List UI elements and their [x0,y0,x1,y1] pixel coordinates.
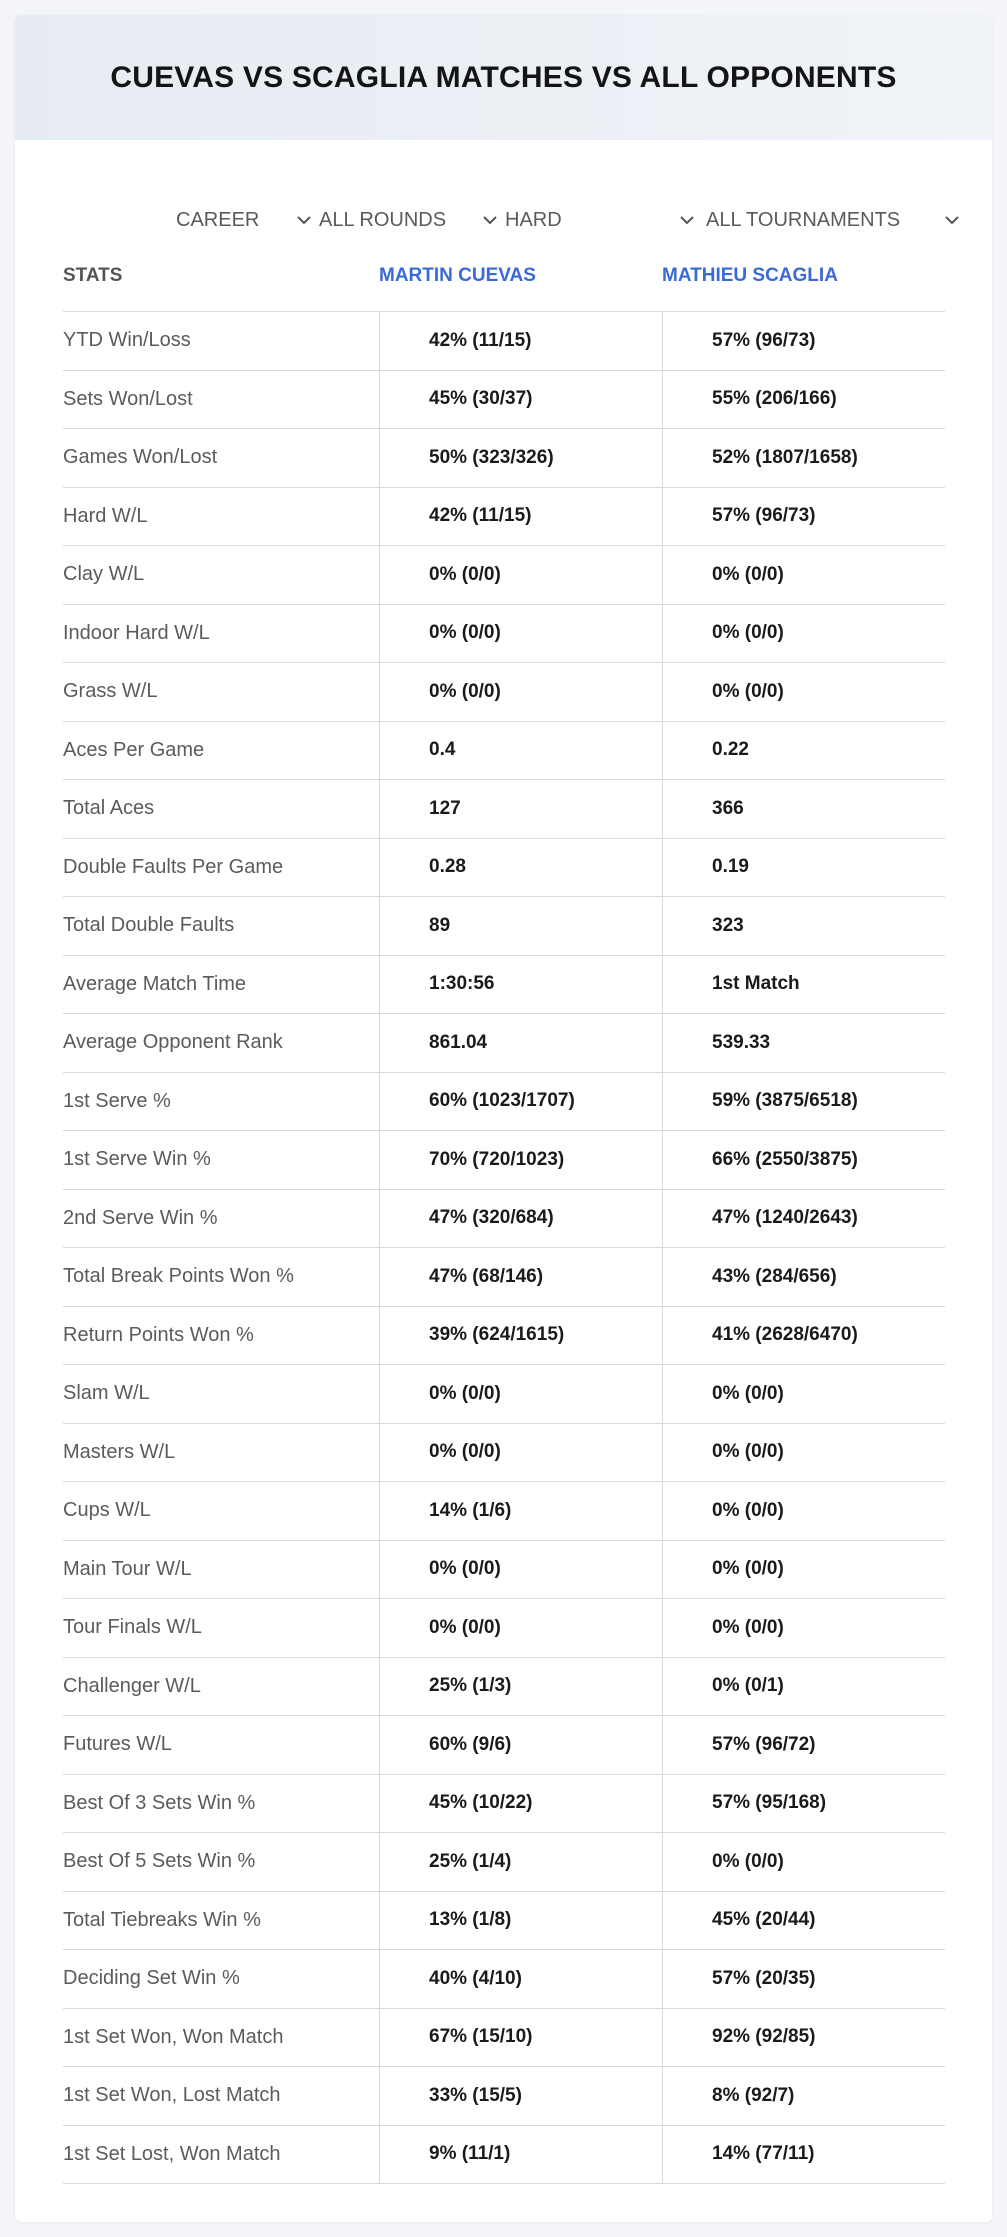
table-row [63,1248,945,1307]
stat-label: Hard W/L [63,504,148,527]
table-row [63,1014,945,1073]
table-row [63,1950,945,2009]
table-row [63,1892,945,1951]
table-row [63,488,945,547]
table-row [63,546,945,605]
stat-label: Best Of 3 Sets Win % [63,1791,256,1814]
player1-value: 42% (11/15) [379,488,662,546]
table-row [63,1482,945,1541]
table-row [63,1190,945,1249]
table-row [63,780,945,839]
player1-value: 13% (1/8) [379,1892,662,1950]
stat-label: YTD Win/Loss [63,329,191,352]
player1-value: 25% (1/4) [379,1833,662,1891]
player2-value: 0% (0/0) [662,546,945,604]
stat-label: Indoor Hard W/L [63,621,210,644]
player2-value: 43% (284/656) [662,1248,945,1306]
player2-value: 0% (0/0) [662,1482,945,1540]
stats-table [63,240,945,2184]
table-row [63,2009,945,2068]
player2-value: 57% (96/72) [662,1716,945,1774]
player1-value: 0% (0/0) [379,1599,662,1657]
player1-value: 9% (11/1) [379,2126,662,2184]
player2-value: 41% (2628/6470) [662,1307,945,1365]
stat-label: Aces Per Game [63,738,205,761]
player2-value: 0% (0/1) [662,1658,945,1716]
table-row [63,312,945,371]
player2-value: 0.19 [662,839,945,897]
player2-value: 0% (0/0) [662,1424,945,1482]
player2-value: 52% (1807/1658) [662,429,945,487]
player1-value: 0% (0/0) [379,605,662,663]
stat-label: Games Won/Lost [63,446,218,469]
player1-value: 0.4 [379,722,662,780]
stat-label: 2nd Serve Win % [63,1206,218,1229]
stat-label: Deciding Set Win % [63,1967,240,1990]
stat-label: Average Opponent Rank [63,1031,283,1054]
player2-value: 47% (1240/2643) [662,1190,945,1248]
player1-value: 14% (1/6) [379,1482,662,1540]
stat-label: Clay W/L [63,563,145,586]
stat-label: Total Aces [63,797,155,820]
player1-value: 0% (0/0) [379,663,662,721]
stats-column-header: STATS [63,264,123,286]
table-row [63,722,945,781]
player1-value: 127 [379,780,662,838]
table-row [63,2126,945,2185]
player2-value: 0% (0/0) [662,1541,945,1599]
player1-value: 0% (0/0) [379,1541,662,1599]
player2-value: 539.33 [662,1014,945,1072]
stat-label: 1st Set Won, Won Match [63,2025,284,2048]
player1-value: 0.28 [379,839,662,897]
player1-value: 47% (68/146) [379,1248,662,1306]
player2-value: 57% (96/73) [662,488,945,546]
player1-value: 60% (9/6) [379,1716,662,1774]
stat-label: Total Double Faults [63,914,235,937]
table-row [63,1541,945,1600]
player2-value: 0% (0/0) [662,663,945,721]
stat-label: 1st Set Lost, Won Match [63,2142,281,2165]
stat-label: Grass W/L [63,680,158,703]
table-row [63,1424,945,1483]
player2-value: 57% (96/73) [662,312,945,370]
stat-label: 1st Set Won, Lost Match [63,2084,281,2107]
player1-value: 1:30:56 [379,956,662,1014]
table-row [63,605,945,664]
player2-value: 57% (20/35) [662,1950,945,2008]
player2-value: 92% (92/85) [662,2009,945,2067]
player1-value: 45% (10/22) [379,1775,662,1833]
player1-value: 39% (624/1615) [379,1307,662,1365]
tournaments-dropdown-label: ALL TOURNAMENTS [706,208,901,231]
table-row [63,1307,945,1366]
player1-value: 42% (11/15) [379,312,662,370]
player1-value: 25% (1/3) [379,1658,662,1716]
player2-value: 66% (2550/3875) [662,1131,945,1189]
player1-value: 0% (0/0) [379,1365,662,1423]
table-row [63,1365,945,1424]
player2-value: 57% (95/168) [662,1775,945,1833]
table-row [63,663,945,722]
period-dropdown-label: CAREER [176,208,260,231]
player2-value: 8% (92/7) [662,2067,945,2125]
player1-value: 45% (30/37) [379,371,662,429]
stat-label: Main Tour W/L [63,1557,192,1580]
table-row [63,429,945,488]
player1-value: 0% (0/0) [379,546,662,604]
stat-label: Total Tiebreaks Win % [63,1908,261,1931]
table-row [63,1073,945,1132]
table-row [63,2067,945,2126]
player2-column-header[interactable]: MATHIEU SCAGLIA [662,264,838,286]
stat-label: Challenger W/L [63,1674,201,1697]
stat-label: Best Of 5 Sets Win % [63,1850,256,1873]
stat-label: Cups W/L [63,1499,151,1522]
table-row [63,1599,945,1658]
surface-dropdown-label: HARD [505,208,562,231]
player1-value: 47% (320/684) [379,1190,662,1248]
player2-value: 0% (0/0) [662,605,945,663]
stat-label: Sets Won/Lost [63,387,193,410]
player2-value: 366 [662,780,945,838]
player1-value: 70% (720/1023) [379,1131,662,1189]
table-row [63,1658,945,1717]
player2-value: 0.22 [662,722,945,780]
table-row [63,1131,945,1190]
table-body [63,312,945,2184]
stats-card [15,15,992,2222]
table-row [63,1833,945,1892]
player1-value: 33% (15/5) [379,2067,662,2125]
table-row [63,956,945,1015]
player1-value: 40% (4/10) [379,1950,662,2008]
chevron-down-icon [481,211,499,229]
chevron-down-icon [295,211,313,229]
player1-value: 89 [379,897,662,955]
stat-label: Average Match Time [63,972,247,995]
player1-value: 0% (0/0) [379,1424,662,1482]
stat-label: Slam W/L [63,1382,150,1405]
stat-label: Tour Finals W/L [63,1616,202,1639]
player2-value: 0% (0/0) [662,1833,945,1891]
player2-value: 55% (206/166) [662,371,945,429]
table-row [63,371,945,430]
player2-value: 1st Match [662,956,945,1014]
player2-value: 0% (0/0) [662,1599,945,1657]
table-row [63,839,945,898]
chevron-down-icon [678,211,696,229]
card-header [15,15,992,140]
player1-value: 67% (15/10) [379,2009,662,2067]
stat-label: Futures W/L [63,1733,172,1756]
player2-value: 323 [662,897,945,955]
player2-value: 0% (0/0) [662,1365,945,1423]
chevron-down-icon [943,211,961,229]
stat-label: Double Faults Per Game [63,855,284,878]
player2-value: 45% (20/44) [662,1892,945,1950]
rounds-dropdown-label: ALL ROUNDS [319,208,447,231]
player2-value: 59% (3875/6518) [662,1073,945,1131]
stat-label: Return Points Won % [63,1323,254,1346]
stat-label: Masters W/L [63,1440,176,1463]
player1-value: 861.04 [379,1014,662,1072]
table-row [63,1716,945,1775]
table-row [63,897,945,956]
player1-value: 60% (1023/1707) [379,1073,662,1131]
table-header [63,240,945,312]
player2-value: 14% (77/11) [662,2126,945,2184]
stat-label: Total Break Points Won % [63,1265,294,1288]
player1-column-header[interactable]: MARTIN CUEVAS [379,264,536,286]
page-title: CUEVAS VS SCAGLIA MATCHES VS ALL OPPONENTS [110,60,897,94]
player1-value: 50% (323/326) [379,429,662,487]
table-row [63,1775,945,1834]
stat-label: 1st Serve Win % [63,1148,211,1171]
stat-label: 1st Serve % [63,1089,171,1112]
